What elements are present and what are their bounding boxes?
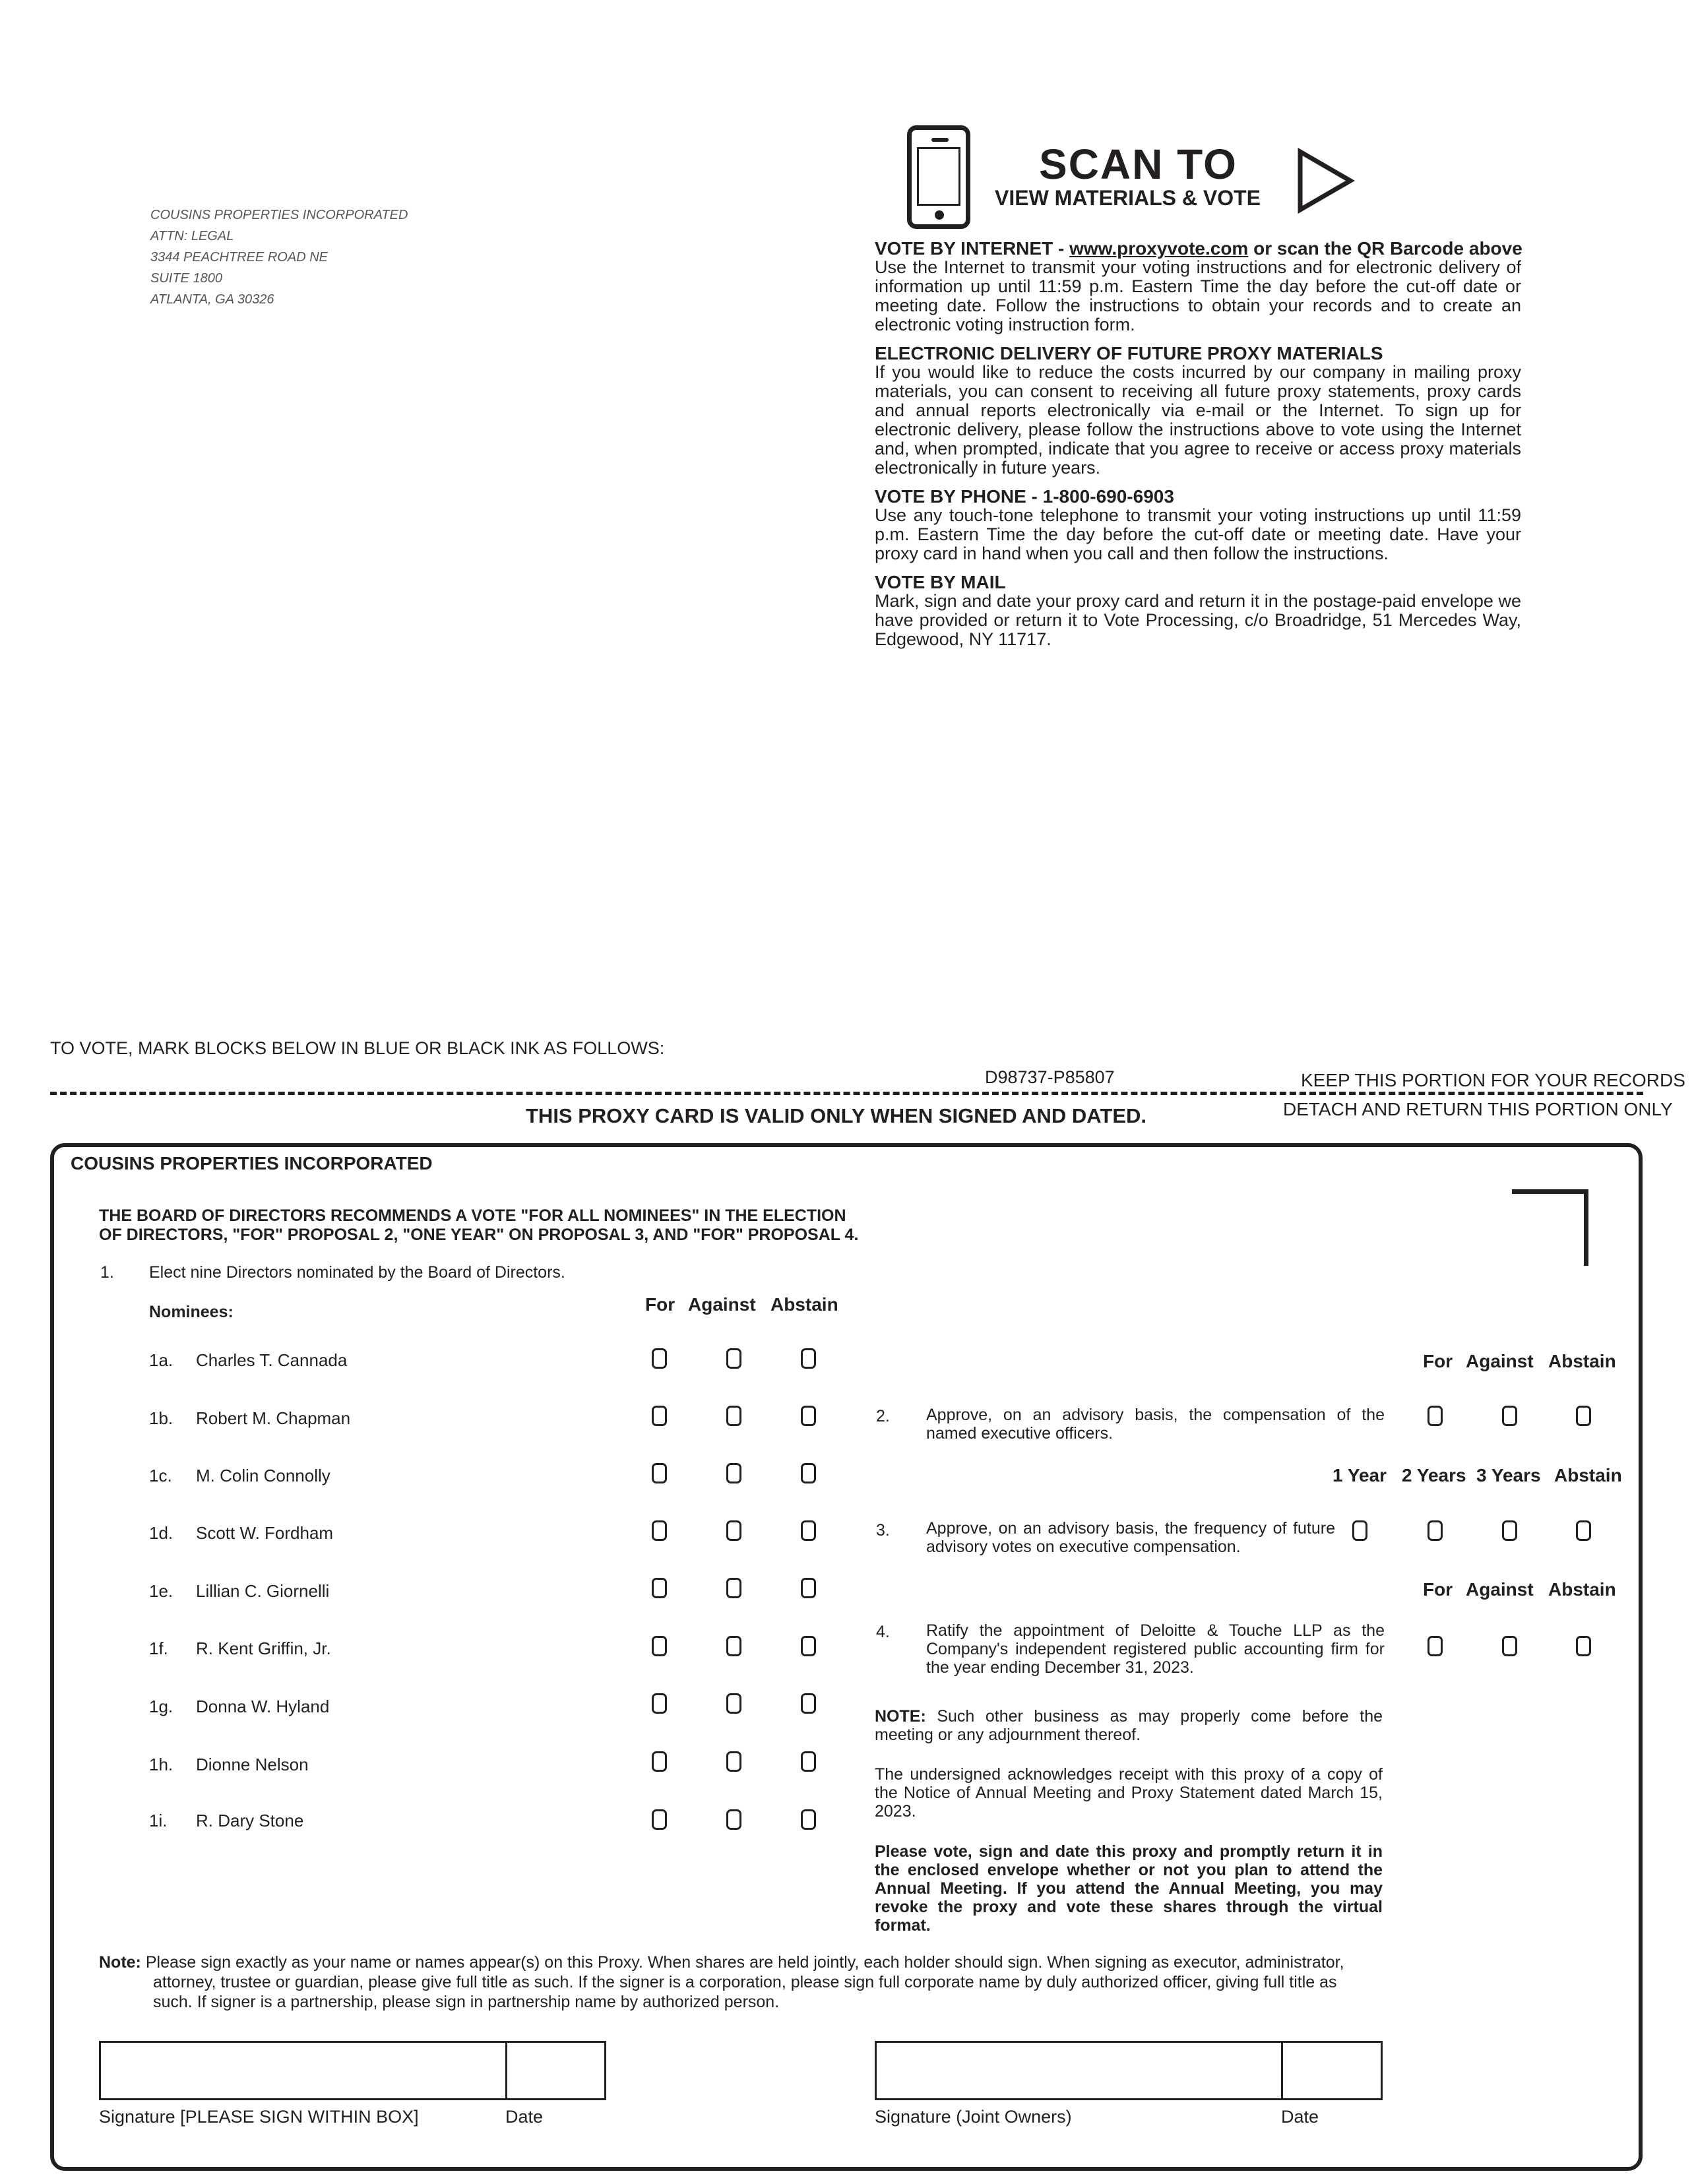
proposal-4-text: Ratify the appointment of Deloitte & Touche LLP as the Company's independent registered public accounting firm for the year ending December 31, 2023. <box>926 1621 1385 1677</box>
header-against: Against <box>688 1294 756 1315</box>
checkbox-1d-for[interactable] <box>652 1520 667 1541</box>
control-number: D98737-P85807 <box>985 1067 1115 1087</box>
checkbox-p4-abstain[interactable] <box>1576 1636 1591 1656</box>
checkbox-p2-for[interactable] <box>1427 1406 1443 1426</box>
p4-header-for: For <box>1423 1579 1453 1600</box>
signature-note: Note: Please sign exactly as your name or names appear(s) on this Proxy. When shares are held jointly, each holder should sign. When signing as executor, administrator, attorney, trustee or guardian, please give full title as such. If the signer is a corporation, please sign full corporate name by duly authorized officer, giving full title as such. If signer is a partnership, please sign in partnership name by authorized person. <box>99 1953 1344 2011</box>
checkbox-1f-for[interactable] <box>652 1636 667 1656</box>
checkbox-1c-for[interactable] <box>652 1463 667 1483</box>
nominee-name: Robert M. Chapman <box>196 1408 351 1428</box>
checkbox-1c-abstain[interactable] <box>801 1463 816 1483</box>
nominee-name: Scott W. Fordham <box>196 1523 334 1543</box>
checkbox-1a-for[interactable] <box>652 1348 667 1369</box>
signature-box[interactable] <box>99 2041 606 2100</box>
checkbox-p2-against[interactable] <box>1502 1406 1517 1426</box>
proposal-2-text: Approve, on an advisory basis, the compensation of the named executive officers. <box>926 1406 1385 1443</box>
checkbox-1d-abstain[interactable] <box>801 1520 816 1541</box>
checkbox-1b-for[interactable] <box>652 1406 667 1426</box>
date-label: Date <box>505 2107 544 2127</box>
proposal-1-text: Elect nine Directors nominated by the Board of Directors. <box>149 1263 565 1282</box>
detach-label: DETACH AND RETURN THIS PORTION ONLY <box>1283 1099 1673 1119</box>
electronic-heading: ELECTRONIC DELIVERY OF FUTURE PROXY MATERIALS <box>875 343 1383 363</box>
nominee-id: 1e. <box>149 1581 173 1601</box>
nominee-id: 1i. <box>149 1811 168 1830</box>
checkbox-1h-for[interactable] <box>652 1751 667 1772</box>
nominee-id: 1h. <box>149 1755 173 1774</box>
nominees-label: Nominees: <box>149 1303 234 1321</box>
proposal-4-number: 4. <box>876 1623 890 1641</box>
checkbox-1c-against[interactable] <box>726 1463 741 1483</box>
board-recommendation: THE BOARD OF DIRECTORS RECOMMENDS A VOTE "FOR ALL NOMINEES" IN THE ELECTION OF DIRECTORS, "FOR" PROPOSAL 2, "ONE YEAR" ON PROPOSAL 3, AND "FOR" PROPOSAL 4. <box>99 1206 859 1244</box>
header-for: For <box>645 1294 675 1315</box>
checkbox-1b-abstain[interactable] <box>801 1406 816 1426</box>
box-divider <box>505 2041 507 2100</box>
nominee-name: Charles T. Cannada <box>196 1350 348 1370</box>
nominee-name: M. Colin Connolly <box>196 1466 330 1485</box>
checkbox-1b-against[interactable] <box>726 1406 741 1426</box>
header-abstain: Abstain <box>770 1294 838 1315</box>
checkbox-p2-abstain[interactable] <box>1576 1406 1591 1426</box>
checkbox-p4-against[interactable] <box>1502 1636 1517 1656</box>
scan-subtitle: VIEW MATERIALS & VOTE <box>995 186 1261 210</box>
p2-header-for: For <box>1423 1351 1453 1371</box>
checkbox-1g-for[interactable] <box>652 1693 667 1714</box>
other-business-note: NOTE: Such other business as may properly come before the meeting or any adjournment thereof. <box>875 1707 1383 1744</box>
nominee-id: 1f. <box>149 1638 168 1658</box>
scan-title: SCAN TO <box>1039 140 1238 188</box>
play-arrow-icon <box>1296 148 1356 214</box>
checkbox-1d-against[interactable] <box>726 1520 741 1541</box>
p3-header-3years: 3 Years <box>1476 1465 1541 1485</box>
checkbox-p3-2years[interactable] <box>1427 1520 1443 1541</box>
address-line: COUSINS PROPERTIES INCORPORATED <box>150 208 408 222</box>
checkbox-1i-for[interactable] <box>652 1809 667 1830</box>
p4-header-abstain: Abstain <box>1548 1579 1616 1600</box>
checkbox-1g-against[interactable] <box>726 1693 741 1714</box>
proposal-3-number: 3. <box>876 1521 890 1540</box>
proposal-3-text: Approve, on an advisory basis, the frequency of future advisory votes on executive compensation. <box>926 1519 1335 1556</box>
address-line: ATTN: LEGAL <box>150 229 234 243</box>
checkbox-1i-against[interactable] <box>726 1809 741 1830</box>
internet-heading: VOTE BY INTERNET - www.proxyvote.com or scan the QR Barcode above <box>875 238 1522 259</box>
checkbox-p3-1year[interactable] <box>1352 1520 1367 1541</box>
card-company: COUSINS PROPERTIES INCORPORATED <box>71 1153 433 1173</box>
checkbox-p4-for[interactable] <box>1427 1636 1443 1656</box>
nominee-id: 1a. <box>149 1350 173 1370</box>
internet-body: Use the Internet to transmit your voting instructions and for electronic delivery of information up until 11:59 p.m. Eastern Time the day before the cut-off date or meeting date. Follow the instructions to obtain your records and to create an electronic voting instruction form. <box>875 257 1521 334</box>
acknowledgement: The undersigned acknowledges receipt with this proxy of a copy of the Notice of Annual Meeting and Proxy Statement dated March 15, 2023. <box>875 1765 1383 1821</box>
mark-instructions: TO VOTE, MARK BLOCKS BELOW IN BLUE OR BLACK INK AS FOLLOWS: <box>50 1038 665 1058</box>
nominee-id: 1g. <box>149 1697 173 1716</box>
joint-signature-label: Signature (Joint Owners) <box>875 2107 1072 2127</box>
checkbox-1e-against[interactable] <box>726 1578 741 1598</box>
checkbox-p3-3years[interactable] <box>1502 1520 1517 1541</box>
nominee-name: R. Dary Stone <box>196 1811 304 1830</box>
phone-heading: VOTE BY PHONE - 1-800-690-6903 <box>875 486 1174 507</box>
detach-line <box>50 1092 1643 1095</box>
checkbox-1i-abstain[interactable] <box>801 1809 816 1830</box>
p3-header-1year: 1 Year <box>1333 1465 1387 1485</box>
p2-header-abstain: Abstain <box>1548 1351 1616 1371</box>
nominee-name: R. Kent Griffin, Jr. <box>196 1638 331 1658</box>
p4-header-against: Against <box>1466 1579 1534 1600</box>
proxyvote-link[interactable]: www.proxyvote.com <box>1069 238 1249 259</box>
checkbox-1f-against[interactable] <box>726 1636 741 1656</box>
p3-header-abstain: Abstain <box>1554 1465 1622 1485</box>
checkbox-1g-abstain[interactable] <box>801 1693 816 1714</box>
mail-heading: VOTE BY MAIL <box>875 572 1006 592</box>
checkbox-1a-against[interactable] <box>726 1348 741 1369</box>
nominee-id: 1c. <box>149 1466 172 1485</box>
nominee-name: Lillian C. Giornelli <box>196 1581 330 1601</box>
phone-body: Use any touch-tone telephone to transmit your voting instructions up until 11:59 p.m. Eastern Time the day before the cut-off date or meeting date. Have your proxy card in hand when you call and then follow the instructions. <box>875 505 1521 563</box>
checkbox-1e-abstain[interactable] <box>801 1578 816 1598</box>
proposal-2-number: 2. <box>876 1407 890 1425</box>
mail-body: Mark, sign and date your proxy card and return it in the postage-paid envelope we have provided or return it to Vote Processing, c/o Broadridge, 51 Mercedes Way, Edgewood, NY 11717. <box>875 591 1521 649</box>
valid-notice: THIS PROXY CARD IS VALID ONLY WHEN SIGNED AND DATED. <box>526 1104 1147 1127</box>
nominee-id: 1d. <box>149 1523 173 1543</box>
please-vote-notice: Please vote, sign and date this proxy and promptly return it in the enclosed envelope whether or not you plan to attend the Annual Meeting. If you attend the Annual Meeting, you may revoke the proxy and vote these shares through the virtual format. <box>875 1842 1383 1935</box>
checkbox-1h-abstain[interactable] <box>801 1751 816 1772</box>
address-line: ATLANTA, GA 30326 <box>150 292 274 307</box>
address-line: SUITE 1800 <box>150 271 222 286</box>
corner-mark <box>1512 1189 1588 1266</box>
p2-header-against: Against <box>1466 1351 1534 1371</box>
joint-signature-box[interactable] <box>875 2041 1383 2100</box>
checkbox-p3-abstain[interactable] <box>1576 1520 1591 1541</box>
joint-date-label: Date <box>1281 2107 1319 2127</box>
return-address <box>150 204 408 310</box>
voting-instructions <box>875 239 1521 658</box>
nominee-id: 1b. <box>149 1408 173 1428</box>
box-divider <box>1281 2041 1283 2100</box>
signature-label: Signature [PLEASE SIGN WITHIN BOX] <box>99 2107 419 2127</box>
p3-header-2years: 2 Years <box>1402 1465 1466 1485</box>
checkbox-1f-abstain[interactable] <box>801 1636 816 1656</box>
address-line: 3344 PEACHTREE ROAD NE <box>150 250 328 265</box>
checkbox-1e-for[interactable] <box>652 1578 667 1598</box>
keep-portion-label: KEEP THIS PORTION FOR YOUR RECORDS <box>1301 1070 1685 1090</box>
electronic-body: If you would like to reduce the costs incurred by our company in mailing proxy materials, you can consent to receiving all future proxy statements, proxy cards and annual reports electronically via e-mail or the Internet. To sign up for electronic delivery, please follow the instructions above to vote using the Internet and, when prompted, indicate that you agree to receive or access proxy materials electronically in future years. <box>875 362 1521 478</box>
proposal-1-number: 1. <box>100 1263 114 1282</box>
nominee-name: Donna W. Hyland <box>196 1697 330 1716</box>
checkbox-1h-against[interactable] <box>726 1751 741 1772</box>
phone-icon <box>907 125 970 229</box>
nominee-name: Dionne Nelson <box>196 1755 309 1774</box>
checkbox-1a-abstain[interactable] <box>801 1348 816 1369</box>
